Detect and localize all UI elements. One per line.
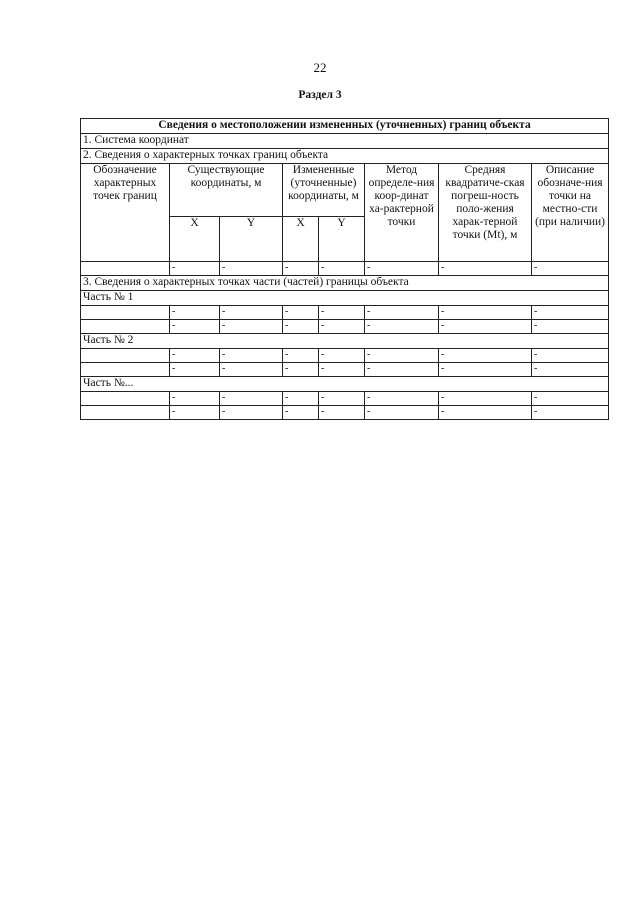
header-existing-coords: Существующие координаты, м [170, 164, 283, 217]
table-cell [81, 406, 170, 420]
table-cell: - [319, 406, 365, 420]
part-label: Часть № 2 [81, 334, 609, 349]
table-cell: - [170, 349, 220, 363]
table-row [81, 363, 609, 377]
header-y-existing: Y [220, 217, 283, 262]
table-cell: - [365, 306, 439, 320]
table-caption: Сведения о местоположении измененных (уточненных) границ объекта [81, 119, 609, 134]
table-cell: - [170, 392, 220, 406]
boundary-table [80, 118, 609, 420]
table-cell: - [319, 363, 365, 377]
table-cell: - [283, 320, 319, 334]
table-cell [81, 392, 170, 406]
header-mean-error: Средняя квадратиче-ская погреш-ность поло-жения харак-терной точки (Mt), м [439, 164, 532, 262]
table-cell: - [220, 320, 283, 334]
points-info-row: 2. Сведения о характерных точках границ объекта [81, 149, 609, 164]
table-cell: - [439, 392, 532, 406]
table-cell: - [439, 363, 532, 377]
table-row [81, 406, 609, 420]
table-cell: - [319, 262, 365, 276]
parts-info-row: 3. Сведения о характерных точках части (частей) границы объекта [81, 276, 609, 291]
table-cell: - [283, 306, 319, 320]
table-cell: - [439, 406, 532, 420]
table-cell: - [170, 406, 220, 420]
coordinate-system-row: 1. Система координат [81, 134, 609, 149]
table-cell [81, 349, 170, 363]
table-cell: - [220, 392, 283, 406]
table-cell: - [170, 363, 220, 377]
table-cell: - [170, 306, 220, 320]
table-row [81, 262, 609, 276]
table-cell: - [532, 349, 609, 363]
table-cell: - [319, 349, 365, 363]
table-row [81, 392, 609, 406]
table-cell: - [365, 320, 439, 334]
table-cell: - [439, 320, 532, 334]
table-cell: - [319, 306, 365, 320]
section-title: Раздел 3 [298, 89, 342, 101]
table-cell: - [283, 363, 319, 377]
table-cell: - [220, 406, 283, 420]
table-cell: - [365, 262, 439, 276]
table-cell: - [220, 262, 283, 276]
table-cell: - [220, 349, 283, 363]
part-label: Часть № 1 [81, 291, 609, 306]
table-row [81, 306, 609, 320]
table-row [81, 320, 609, 334]
table-cell [81, 320, 170, 334]
table-cell: - [283, 262, 319, 276]
table-cell: - [439, 349, 532, 363]
table-cell: - [170, 320, 220, 334]
header-description: Описание обозначе-ния точки на местно-сти (при наличии) [532, 164, 609, 262]
table-cell: - [532, 306, 609, 320]
table-cell [81, 363, 170, 377]
table-cell: - [170, 262, 220, 276]
header-changed-coords: Измененные (уточненные) координаты, м [283, 164, 365, 217]
header-designation: Обозначение характерных точек границ [81, 164, 170, 262]
table-cell: - [532, 392, 609, 406]
page-number: 22 [313, 60, 327, 75]
table-cell: - [283, 392, 319, 406]
table-cell: - [365, 392, 439, 406]
table-cell: - [439, 262, 532, 276]
table-cell: - [532, 363, 609, 377]
table-cell: - [283, 349, 319, 363]
header-x-existing: X [170, 217, 220, 262]
table-cell: - [532, 320, 609, 334]
header-x-changed: X [283, 217, 319, 262]
table-cell [81, 306, 170, 320]
table-cell [81, 262, 170, 276]
table-cell: - [365, 406, 439, 420]
table-cell: - [439, 306, 532, 320]
part-label: Часть №... [81, 377, 609, 392]
table-cell: - [319, 392, 365, 406]
table-row [81, 349, 609, 363]
header-y-changed: Y [319, 217, 365, 262]
table-cell: - [319, 320, 365, 334]
table-cell: - [283, 406, 319, 420]
table-cell: - [532, 406, 609, 420]
table-cell: - [220, 363, 283, 377]
table-cell: - [365, 363, 439, 377]
table-cell: - [532, 262, 609, 276]
table-cell: - [220, 306, 283, 320]
table-cell: - [365, 349, 439, 363]
header-method: Метод определе-ния коор-динат ха-рактерной точки [365, 164, 439, 262]
